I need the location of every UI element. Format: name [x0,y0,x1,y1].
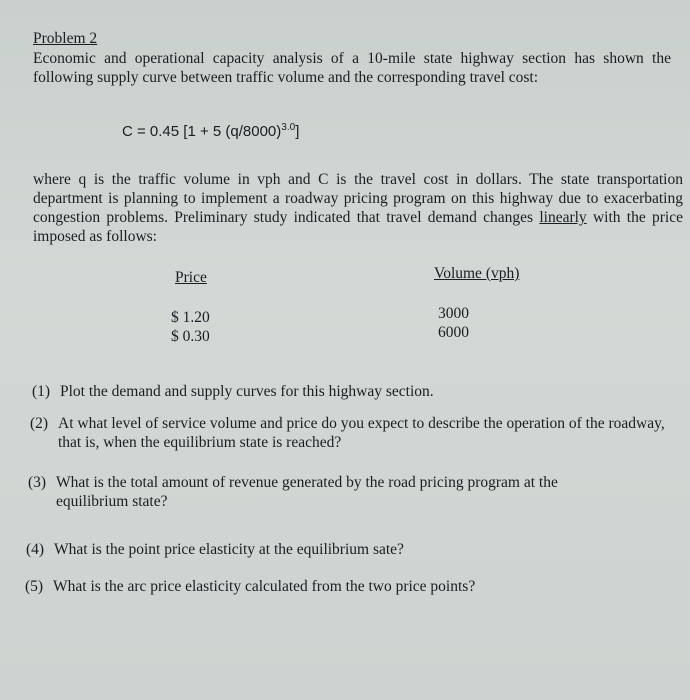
table-cell-price: $ 0.30 [171,328,210,345]
question-number: (5) [25,578,44,595]
question-text: What is the total amount of revenue generated by the road pricing program at the equilibrium state? [56,474,558,510]
table-header-price: Price [175,269,207,286]
table-cell-volume: 3000 [438,305,469,322]
formula-close: ] [295,123,300,140]
question-text: What is the arc price elasticity calculated from the two price points? [53,578,476,595]
supply-formula [122,118,299,141]
question-text: Plot the demand and supply curves for this highway section. [60,383,434,400]
description-text-before: where q is the traffic volume in vph and C is the travel cost in dollars. The state transportation department is planning to implement a roadway pricing program on this highway due to exacerbating congestion problems. Preliminary study indicated that travel demand changes [33,171,683,226]
formula-main: C = 0.45 [1 + 5 (q/8000) [122,123,282,140]
question-text: What is the point price elasticity at the equilibrium sate? [54,541,404,558]
formula-exponent: 3.0 [281,122,296,133]
question-number: (4) [26,541,45,558]
intro-paragraph: Economic and operational capacity analysis of a 10-mile state highway section has shown the following supply curve between traffic volume and the corresponding travel cost: [33,50,671,86]
table-header-volume: Volume (vph) [434,265,520,282]
question-text: At what level of service volume and price do you expect to describe the operation of the roadway, that is, when the equilibrium state is reached? [58,415,665,451]
problem-title: Problem 2 [33,30,98,47]
question-number: (3) [28,474,47,491]
table-cell-volume: 6000 [438,324,469,341]
question-number: (1) [32,383,51,400]
description-underlined-word: linearly [539,209,587,226]
problem-heading [33,29,97,48]
description-text-after: with the price imposed as follows: [33,209,683,245]
description-paragraph [33,170,683,246]
question-number: (2) [30,415,49,432]
table-cell-price: $ 1.20 [171,309,210,326]
